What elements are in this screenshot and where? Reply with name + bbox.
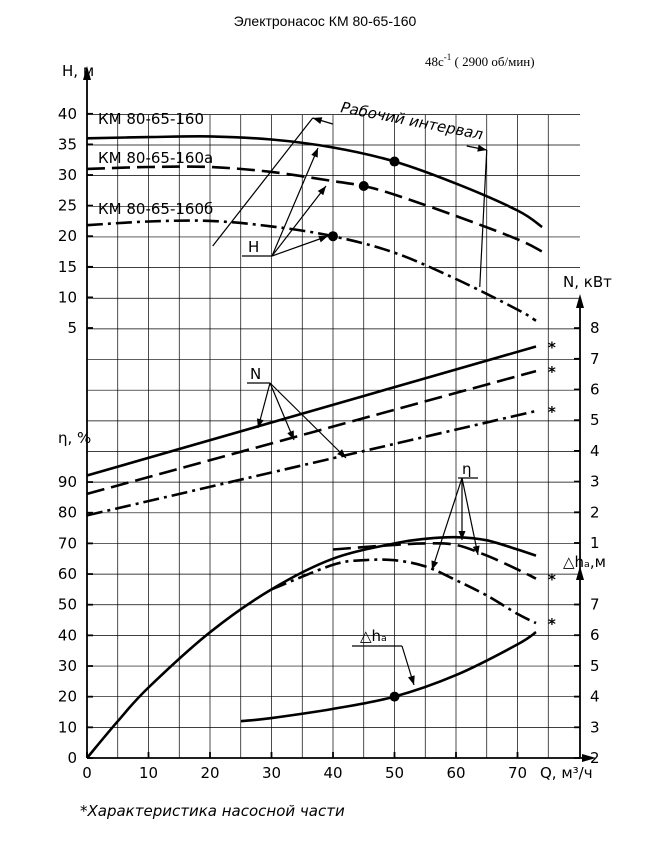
eta-curve-label: η xyxy=(462,460,472,478)
tick-label-q: 60 xyxy=(446,764,466,782)
tick-label-h: 5 xyxy=(67,319,77,337)
right-axis-arrow-n xyxy=(576,294,584,308)
tick-label-dh: 2 xyxy=(590,749,600,767)
tick-label-h: 35 xyxy=(57,135,77,154)
tick-label-h: 25 xyxy=(57,196,77,215)
marker-dh-solid xyxy=(390,692,400,702)
chart-labels xyxy=(58,62,612,782)
speed-label: $48с^{-1}$ ( 2900 об/мин) xyxy=(425,52,535,69)
asterisk-mark: * xyxy=(547,570,556,589)
tick-label-n: 2 xyxy=(590,503,600,522)
asterisk-mark: * xyxy=(547,338,556,357)
working-interval-arrow-right-head xyxy=(477,145,487,152)
tick-label-eta: 70 xyxy=(57,534,77,553)
tick-label-n: 5 xyxy=(590,411,600,430)
tick-label-eta: 50 xyxy=(57,595,77,614)
tick-label-h: 20 xyxy=(57,227,77,246)
asterisk-mark: * xyxy=(547,402,556,421)
n-leader-2 xyxy=(270,383,294,440)
h-leader-2 xyxy=(272,186,326,256)
dh-curve-label: △hₐ xyxy=(360,627,387,645)
axis-label-dh: △hₐ,м xyxy=(563,553,607,571)
tick-label-dh: 3 xyxy=(590,718,600,737)
tick-label-dh: 7 xyxy=(590,595,600,614)
series-name-h: КМ 80-65-160б xyxy=(98,200,214,218)
dh-leader-head xyxy=(408,675,415,685)
tick-label-n: 1 xyxy=(590,534,600,552)
tick-label-eta: 30 xyxy=(57,657,77,676)
tick-label-h: 15 xyxy=(57,257,77,276)
h-curve-label: H xyxy=(248,238,260,256)
tick-label-n: 3 xyxy=(590,472,600,491)
tick-label-h: 40 xyxy=(57,104,77,123)
series-name-h: КМ 80-65-160 xyxy=(98,110,204,128)
tick-label-q: 70 xyxy=(507,764,528,782)
tick-label-q: 30 xyxy=(261,764,282,782)
tick-label-dh: 4 xyxy=(590,687,600,706)
chart-curves xyxy=(87,136,542,758)
eta-leader-1-head xyxy=(431,560,438,570)
tick-label-n: 6 xyxy=(590,380,600,399)
eta-leader-1 xyxy=(432,478,462,570)
marker-H-dashdot xyxy=(328,231,338,241)
n-curve-label: N xyxy=(250,365,262,383)
h-leader-2-head xyxy=(318,186,326,195)
asterisk-mark: * xyxy=(547,615,556,634)
tick-label-n: 8 xyxy=(590,319,600,338)
tick-label-eta: 40 xyxy=(57,626,77,645)
tick-label-n: 4 xyxy=(590,441,600,460)
tick-label-q: 20 xyxy=(200,764,220,782)
tick-label-eta: 0 xyxy=(67,749,77,767)
tick-label-n: 7 xyxy=(590,349,600,368)
curve-eta-solid xyxy=(87,537,536,758)
h-leader-3-head xyxy=(318,236,328,243)
tick-label-q: 40 xyxy=(323,764,343,782)
tick-label-q: 10 xyxy=(138,764,159,782)
series-name-h: КМ 80-65-160а xyxy=(98,149,214,167)
tick-label-eta: 80 xyxy=(57,503,77,522)
marker-H-solid xyxy=(390,157,400,167)
working-interval-label: Рабочий интервал xyxy=(339,98,485,144)
footnote: *Характеристика насосной части xyxy=(80,802,345,820)
tick-label-h: 30 xyxy=(57,166,77,184)
tick-label-eta: 20 xyxy=(57,687,77,706)
axis-label-n: N, кВт xyxy=(563,273,612,291)
tick-label-eta: 60 xyxy=(57,565,77,584)
tick-label-dh: 6 xyxy=(590,626,600,645)
chart-title: Электронасос КМ 80-65-160 xyxy=(233,13,417,29)
tick-label-dh: 5 xyxy=(590,656,600,675)
tick-label-q: 50 xyxy=(384,764,405,782)
h-leader-1-head xyxy=(311,148,318,158)
marker-H-dashed xyxy=(359,181,369,191)
tick-label-h: 10 xyxy=(57,288,77,307)
working-interval-boundary-right xyxy=(480,150,487,287)
axis-label-eta: η, % xyxy=(58,429,92,447)
curve-H-dashdot xyxy=(87,221,536,321)
tick-label-q: 0 xyxy=(82,764,92,782)
axis-label-q: Q, м³/ч xyxy=(540,764,593,782)
asterisk-mark: * xyxy=(547,363,556,382)
axis-label-h: H, м xyxy=(62,62,95,80)
tick-label-eta: 10 xyxy=(57,718,77,737)
curve-N-solid xyxy=(87,347,536,476)
tick-label-eta: 90 xyxy=(57,473,77,492)
h-leader-1 xyxy=(272,148,318,256)
working-interval-arrow-left-head xyxy=(313,117,323,124)
